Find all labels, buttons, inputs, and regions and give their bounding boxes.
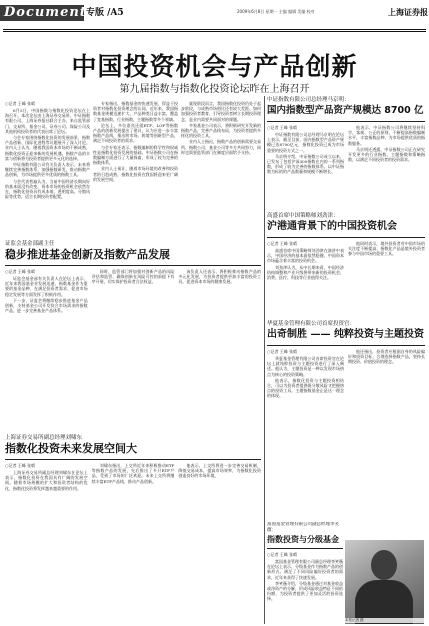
byline: ○记者 王峰 张晴 xyxy=(5,463,36,468)
article-body xyxy=(5,269,261,314)
text-column xyxy=(92,463,175,492)
paragraph: 他还指出，投资者应根据自身的风险偏好和投资目标，合理选择指数产品，坚持长期投资、价值投资的理念。 xyxy=(348,349,425,365)
text-column xyxy=(5,463,88,492)
paragraph: 李笑薇介绍，分级基金通过对基金收益或净资产的分解，形成风险收益特征不同的份额，为投资者提供了更加灵活的投资选择。 xyxy=(267,580,343,602)
paragraph: 上海证券交易所副总经理刘啸东在论坛上表示，指数化投资在我国具有广阔的发展空间。随着市场规模的扩大和投资者结构的优化，指数化投资将发挥越来越重要的作用。 xyxy=(5,470,88,491)
article-body xyxy=(267,241,425,281)
sub-headline: 第九届指数与指数化投资论坛昨在上海召开 xyxy=(119,84,310,95)
intro-column-1 xyxy=(5,101,90,239)
paragraph: 业内人士指出，指数产品的创新需要交易所、指数公司、基金公司等多方共同努力，同时也需要监管部门在制度层面给予支持。 xyxy=(181,139,261,155)
headline-rule xyxy=(5,459,261,460)
paragraph: 与会代表普遍认为，当前中国经济长期向好的基本面没有改变，资本市场的投资机会依然存在，指数化投资具有成本低、透明度高、分散风险等优势，适合长期投资者配置。 xyxy=(5,178,90,200)
photo-caption: 本报记者 摄 xyxy=(345,618,424,623)
article-block-goldman xyxy=(267,212,425,316)
byline: ○记者 王峰 张晴 xyxy=(267,125,298,130)
paragraph: 中证指数有限公司总经理马京明在论坛上表示，截至目前，国内指数型产品资产规模已达8700亿元，指数化投资已成为市场重要的投资方式之一。 xyxy=(267,132,344,153)
paragraph: 马京明还透露，中证指数公司正在研究开发更多的行业指数、主题指数和策略指数，以满足不同投资者的投资需求。 xyxy=(348,146,425,163)
header-rule-thin xyxy=(3,31,426,32)
article-headline: 稳步推进基金创新及指数产品发展 xyxy=(5,248,170,261)
dateline: 2009年6月8日 星期一 主编 编辑 美编 校对 xyxy=(237,9,315,14)
article-kicker: 证监会基金部副主任 xyxy=(5,241,55,247)
text-column xyxy=(92,269,175,314)
paragraph: 马京明介绍，中证指数公司成立以来，已发布了包括沪深300指数在内的一系列指数，形成了较为完善的指数体系。以中证指数为标的的产品数量和规模不断增长。 xyxy=(267,153,344,175)
paragraph: 他同时表示，境外投资者对中国市场的关注度不断提高，指数化产品是境外投资者参与中国市场的重要工具。 xyxy=(348,241,425,257)
main-headline: 中国投资机会与产品创新 xyxy=(71,52,358,81)
article-kicker: 高盛首席中国策略师刘劲津： xyxy=(267,213,339,219)
text-column xyxy=(348,241,425,281)
article-body xyxy=(267,552,343,602)
article-block-chinaamc xyxy=(267,320,425,520)
paragraph: 下一步，证监会将继续稳步推进基金产品创新，支持基金公司开发符合市场需求的指数产品，进一步完善基金产品体系。 xyxy=(5,297,88,314)
byline: ○记者 王峰 张晴 xyxy=(267,349,298,354)
byline: ○记者 王峰 张晴 xyxy=(267,241,298,246)
intro-column-3 xyxy=(181,101,261,239)
article-headline: 国内指数型产品资产规模达 8700 亿 xyxy=(267,105,424,116)
paragraph: 专家指出，指数基金的快速发展，得益于投资者对指数化投资理念的认同。近年来，我国指数基金规模迅速扩大，产品种类日益丰富，覆盖了宽基指数、行业指数、主题指数等多个领域。 xyxy=(93,101,178,122)
article-headline: 沪港通背景下的中国投资机会 xyxy=(267,221,397,232)
paragraph: 多家基金公司表示，将积极研究开发新的指数产品，完善产品线布局，为投资者提供多样化的投资工具。 xyxy=(181,122,261,139)
byline: ○记者 王峰 张晴 xyxy=(267,552,298,557)
intro-column-2 xyxy=(93,101,178,239)
paragraph: 他表示，中证指数公司将继续坚持科学、客观、公正的原则，不断提高指数编制水平，丰富指数品种，为市场提供优质的指数服务。 xyxy=(348,125,425,146)
paragraph: 华夏基金管理有限公司首席投资官在论坛上就纯粹投资与主题投资进行了深入阐述。他认为，主题投资是一种以发现市场热点为核心的投资策略。 xyxy=(267,356,344,377)
article-block-fullgoal xyxy=(267,522,343,624)
text-column xyxy=(178,269,261,314)
paragraph: 就现阶段而言，我国指数化投资仍处于起步阶段，与成熟市场相比还有较大差距。如何加强投资者教育，引导投资者树立长期投资理念，是业内需要共同面对的课题。 xyxy=(181,101,261,122)
article-kicker: 富国基金管理有限公司副总经理李笑薇： xyxy=(267,522,339,533)
photo-head-shape xyxy=(371,550,397,580)
article-body xyxy=(267,349,425,400)
text-column xyxy=(267,125,344,176)
paragraph: 富国基金管理有限公司副总经理李笑薇在论坛上表示，分级基金作为指数产品的创新形式，满足了不同风险偏好投资者的需求，近年来获得了快速发展。 xyxy=(267,559,343,580)
headline-rule xyxy=(5,265,261,266)
headline-rule xyxy=(267,121,425,122)
article-block-csindex xyxy=(267,96,425,210)
paragraph: 证监会基金部有关负责人在论坛上表示，近年来我国基金业发展迅速，指数基金作为重要的基金品种，在满足投资者需求、促进市场稳定发展等方面发挥了积极作用。 xyxy=(5,276,88,297)
paragraph: 中证指数有限公司有关负责人表示，未来将继续完善指数体系，加强指数研发，推动指数产品创新，为市场提供更多优质的指数工具。 xyxy=(5,162,90,178)
paragraph: 6月5日，中国指数与指数化投资论坛在上海召开。本次论坛由上海证券交易所、中证指数有限公司、上海证券报社联合主办，来自监管部门、交易所、基金公司、证券公司、保险公司及其他机构投资者的代表出席了论坛。 xyxy=(5,108,90,134)
article-headline: 指数投资与分级基金 xyxy=(267,535,339,544)
article-block-csrc xyxy=(5,240,261,430)
paragraph: 他表示，指数化投资与主题投资相结合，可以为投资者提供既分散风险又把握热点的投资工具。主题指数基金正是这一理念的体现。 xyxy=(267,377,344,399)
article-headline: 指数化投资未来发展空间大 xyxy=(5,442,137,455)
article-body xyxy=(267,125,425,176)
header-rule xyxy=(3,29,426,30)
document-banner-word: Document xyxy=(4,5,87,20)
paragraph: 他表示，上交所将进一步完善交易机制，降低交易成本，提高市场效率，为指数化投资创造良好的市场环境。 xyxy=(178,463,261,479)
paragraph: 同时，监管部门将加强对创新产品的风险评估和监管，确保创新在风险可控的前提下有序开展，切实保护投资者合法权益。 xyxy=(91,269,175,285)
headline-rule xyxy=(267,345,425,346)
section-label: 专版 /A5 xyxy=(86,8,124,18)
article-kicker: 华夏基金管理有限公司首席投资官： xyxy=(267,321,356,327)
paragraph: 论坛上，多位嘉宾还就ETF、LOF等指数产品的创新发展提出了建议，认为应进一步丰富指数产品线，推出跨市场、跨境等创新型产品，满足不同投资者的需求。 xyxy=(93,122,178,144)
text-column xyxy=(178,463,261,492)
headline-rule xyxy=(267,237,425,238)
article-kicker: 中证指数有限公司总经理马京明： xyxy=(267,97,350,103)
paragraph: 刘啸东指出，上交所近年来积极推动ETF等指数产品的发展，先后推出了多只ETF产品，受到了市场的广泛欢迎。未来上交所将继续丰富ETF产品线，推动产品创新。 xyxy=(91,463,175,484)
article-headline: 出奇制胜 —— 纯粹投资与主题投资 xyxy=(267,329,424,340)
paragraph: 该负责人还表示，将积极推动指数产品的多元化发展，为投资者提供更加丰富的投资工具，促进资本市场的健康发展。 xyxy=(178,269,261,285)
text-column xyxy=(267,349,344,400)
byline: ○记者 王峰 张晴 xyxy=(5,269,36,274)
paragraph: 高盛首席中国策略师刘劲津在演讲中表示，中国经济的基本面依然稳健，中国资本市场蕴含着丰富的投资机会。 xyxy=(267,248,344,264)
paragraph: 业内人士预计，随着市场环境的改善和投资者的日趋成熟，指数化投资在我国将迎来更广阔的发展空间。 xyxy=(93,166,178,182)
text-column xyxy=(267,241,344,281)
speaker-photo xyxy=(345,540,424,624)
text-column xyxy=(348,125,425,176)
article-block-sse xyxy=(5,434,261,624)
paragraph: 与会专家还表示，指数编制的科学性和权威性是指数化投资发展的基础。中证指数公司在指数编制方面进行了大量探索，形成了较为完善的指数体系。 xyxy=(93,144,178,166)
headline-rule xyxy=(267,548,343,549)
article-kicker: 上海证券交易所副总经理刘啸东 xyxy=(5,435,83,441)
article-body xyxy=(5,463,261,492)
masthead-logo: 上海证券报 xyxy=(388,7,428,17)
paragraph: 刘劲津认为，从中长期来看，中国经济结构调整和产业升级将带来新的投资机会，消费、医疗、科技等行业值得关注。 xyxy=(267,264,344,281)
paragraph: 与会专家围绕指数化投资的发展前景、指数产品创新、国际化进程等议题展开了深入讨论。业内人士认为，随着我国资本市场的不断成熟，指数化投资正迎来新的发展机遇，指数产品的丰富与创新将为投资者提供更多元化的选择。 xyxy=(5,135,90,161)
byline: ○记者 王峰 张晴 xyxy=(5,101,36,106)
text-column xyxy=(5,269,88,314)
column-divider xyxy=(264,96,265,624)
text-column xyxy=(348,349,425,400)
